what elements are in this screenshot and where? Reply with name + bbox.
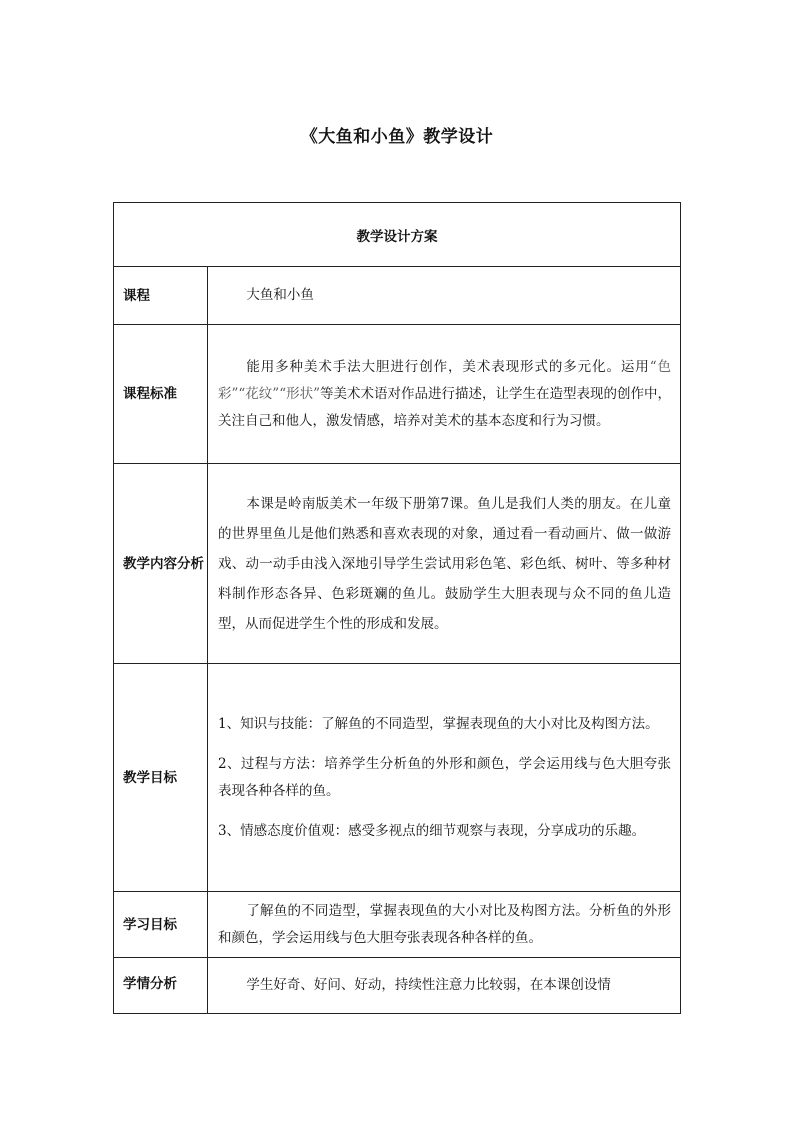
row-content-standard	[208, 325, 681, 464]
row-content-analysis	[114, 464, 681, 664]
row-label-course: 课程	[114, 267, 208, 325]
objective-item: 3、情感态度价值观：感受多视点的细节观察与表现，分享成功的乐趣。	[218, 822, 646, 839]
standard-terms: “色彩”“花纹”“形状”	[218, 358, 672, 402]
row-course	[114, 267, 681, 325]
row-content-course: 大鱼和小鱼	[208, 267, 681, 325]
row-learner-analysis	[114, 958, 681, 1014]
objective-item: 2、过程与方法：培养学生分析鱼的外形和颜色，学会运用线与色大胆夸张表现各种各样的鱼。	[218, 755, 671, 799]
row-label-standard: 课程标准	[114, 325, 208, 464]
row-content-content-analysis: 本课是岭南版美术一年级下册第7课。鱼儿是我们人类的朋友。在儿童的世界里鱼儿是他们熟悉和喜欢表现的对象，通过看一看动画片、做一做游戏、动一动手由浅入深地引导学生尝试用彩色笔、彩色纸、树叶、等多种材料制作形态各异、色彩斑斓的鱼儿。鼓励学生大胆表现与众不同的鱼儿造型，从而促进学生个性的形成和发展。	[208, 464, 681, 664]
row-label-learner-analysis: 学情分析	[114, 958, 208, 1014]
standard-text-2: 等美术术语对作品进行描述，让学生在造型表现的创作中，关注自己和他人，激发情感，培养对美术的基本态度和行为习惯。	[218, 385, 672, 429]
row-label-objectives: 教学目标	[114, 664, 208, 892]
table-title: 教学设计方案	[114, 203, 681, 267]
objective-item: 1、知识与技能：了解鱼的不同造型，掌握表现鱼的大小对比及构图方法。	[218, 715, 659, 732]
row-standard	[114, 325, 681, 464]
row-learning-goals	[114, 892, 681, 958]
row-content-objectives	[208, 664, 681, 892]
row-objectives	[114, 664, 681, 892]
row-label-learning-goals: 学习目标	[114, 892, 208, 958]
standard-text-1: 能用多种美术手法大胆进行创作，美术表现形式的多元化。运用	[246, 358, 650, 375]
row-content-learning-goals: 了解鱼的不同造型，掌握表现鱼的大小对比及构图方法。分析鱼的外形和颜色，学会运用线与色大胆夸张表现各种各样的鱼。	[208, 892, 681, 958]
row-label-content-analysis: 教学内容分析	[114, 464, 208, 664]
document-title: 《大鱼和小鱼》教学设计	[300, 127, 494, 147]
lesson-plan-table	[113, 202, 681, 1014]
table-banner-row	[114, 203, 681, 267]
row-content-learner-analysis: 学生好奇、好问、好动，持续性注意力比较弱，在本课创设情	[208, 958, 681, 1014]
